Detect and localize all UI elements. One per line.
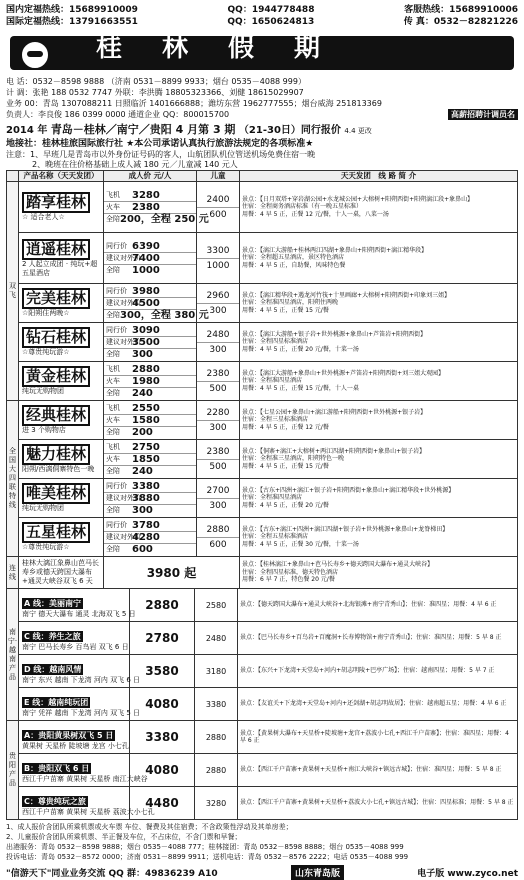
price-label: 飞机 <box>106 442 120 451</box>
product-cell[interactable] <box>19 479 104 518</box>
price-label: 建议对外价 <box>106 253 141 262</box>
header-product: 产品名称（天天发团） <box>19 171 104 182</box>
footnote-1: 1、成人报价含团队所乘机票或火车票 车位、餐费及其住宿费；不含政策性浮动及其单房差； <box>6 823 293 831</box>
regional-product-sub: 南宁 凭祥 越南 下龙湾 河内 双飞 5 日 <box>22 709 141 717</box>
child-price: 2380 <box>197 367 239 382</box>
price-label: 全陪 <box>106 310 120 319</box>
price-value: 2380 <box>132 201 160 213</box>
price-value: 2750 <box>132 441 160 453</box>
itinerary-line: 住宿：全程四星标准酒店 <box>242 338 309 346</box>
price-value: 300 <box>132 348 153 360</box>
itinerary-cell <box>240 479 518 518</box>
product-tag: ☆尊贵纯玩游☆ <box>22 543 70 551</box>
adult-price-cell <box>104 401 197 440</box>
child-price-cell <box>197 233 240 284</box>
product-row <box>7 440 518 479</box>
product-name: 魅力桂林 <box>22 444 90 465</box>
itinerary-line: 用餐：4 早 5 正，正餐 30 元/餐，十菜一汤 <box>242 540 359 548</box>
banner <box>6 30 518 76</box>
section-label-double-fly: 双飞 <box>7 182 19 401</box>
regional-child-price: 2580 <box>195 589 238 622</box>
footnote-3: 出港服务：青岛 0532－8598 9888；烟台 0535－4088 777；桂林接团：青岛 0532－8598 8888；烟台 0535－4088 999 <box>6 843 404 851</box>
price-label: 全陪 <box>106 466 120 475</box>
product-row <box>7 401 518 440</box>
price-line <box>104 325 196 337</box>
table-header-row <box>7 171 518 182</box>
product-tag: ☆ 适合老人☆ <box>22 213 65 221</box>
regional-product-sub: 南宁 巴马长寿乡 百鸟岩 双飞 6 日 <box>22 643 129 651</box>
child-price: 1000 <box>206 260 230 271</box>
price-line <box>104 532 196 544</box>
price-value: 1000 <box>132 264 160 276</box>
child-price: 2700 <box>197 484 239 499</box>
regional-product-name: B：贵阳双飞 6 日 <box>24 764 90 773</box>
regional-product-name: D 线：越南风情 <box>24 665 82 674</box>
child-price: 300 <box>209 344 227 355</box>
connect-itinerary <box>240 557 518 589</box>
price-value: 2550 <box>132 402 160 414</box>
itinerary-cell <box>240 233 518 284</box>
header-itinerary: 天天发团 线 路 简 介 <box>240 171 518 182</box>
regional-itinerary: 景点：【黄果树大瀑布+天星桥+陡坡塘+龙宫+荔波小七孔+西江千户苗寨】；住宿：准四星；用餐：4 早 6 正 <box>238 721 518 754</box>
regional-child-price: 3180 <box>195 655 238 688</box>
child-price: 300 <box>209 500 227 511</box>
price-value: 240 <box>132 387 153 399</box>
itinerary-cell <box>240 182 518 233</box>
adult-price-cell <box>104 440 197 479</box>
regional-adult-price: 4080 <box>130 754 195 787</box>
child-price-cell <box>197 518 240 557</box>
regional-child-price: 2880 <box>195 721 238 754</box>
regional-product-name: E 线：越南纯玩团 <box>24 698 89 707</box>
adult-price-cell <box>104 323 197 362</box>
child-price-cell <box>197 479 240 518</box>
ground-agency: 地接社：桂林桂旅国际旅行社 ★本公司承诺认真执行旅游法规定的各项标准★ <box>6 139 314 149</box>
connect-title: 桂林大漓江象鼻山芭马长寿乡或德天跨国大瀑布+通灵大峡谷双飞 6 天 <box>22 559 99 585</box>
child-price: 300 <box>209 422 227 433</box>
trip-year: 2014 年 <box>6 125 48 136</box>
itinerary-line: 用餐：4 早 5 正，正餐 15 元/餐 <box>242 462 329 470</box>
regional-product-cell[interactable] <box>19 622 130 655</box>
price-label: 火车 <box>106 454 120 463</box>
regional-product-name: C 线：养生之旅 <box>24 632 81 641</box>
product-cell[interactable] <box>19 323 104 362</box>
price-line <box>104 403 196 415</box>
notice-1: 注意：1、早班几是青岛市以外身份证号码的客人，山航团队机位管送机场免费住宿一晚 <box>6 150 316 159</box>
website-link[interactable]: 电子版 www.zyco.net <box>417 869 518 879</box>
product-row <box>7 284 518 323</box>
price-value: 6390 <box>132 240 160 252</box>
adult-price-cell <box>104 518 197 557</box>
regional-product-sub: 西江千户苗寨 黄果树 天星桥 荔波大小七孔 <box>22 808 155 816</box>
adult-price-cell <box>104 479 197 518</box>
child-price-cell <box>197 323 240 362</box>
itinerary-line: 用餐：4 早 5 正，正餐 20 元/餐，十菜一汤 <box>242 345 359 353</box>
product-cell[interactable] <box>19 284 104 323</box>
regional-adult-price: 4080 <box>130 688 195 721</box>
regional-product-cell[interactable] <box>19 589 136 622</box>
itinerary-line: 用餐：6 早 7 正，特色餐 20 元/餐 <box>242 576 335 584</box>
product-cell[interactable] <box>19 182 104 233</box>
child-price: 600 <box>209 539 227 550</box>
regional-child-price: 3380 <box>195 688 238 721</box>
product-name: 完美桂林 <box>22 288 90 309</box>
child-price: 500 <box>209 461 227 472</box>
price-value: 3980 <box>132 285 160 297</box>
regional-adult-price: 2780 <box>130 622 195 655</box>
product-row <box>7 182 518 233</box>
hotline-row-1 <box>6 4 518 16</box>
price-value: 3500 <box>132 336 160 348</box>
product-tag: ☆阳朔住两晚☆ <box>22 309 70 317</box>
trip-updated: 4.4 更改 <box>344 127 372 135</box>
price-value: 3780 <box>132 519 160 531</box>
child-price: 2880 <box>197 523 239 538</box>
price-line <box>104 454 196 466</box>
itinerary-line: 住宿：全程三星标准酒店 <box>242 416 309 424</box>
price-value: 200 <box>132 426 153 438</box>
itinerary-cell <box>240 440 518 479</box>
itinerary-line: 景点：【漓江大游船+桂林两江四湖+象鼻山+阳朔西街+漓江精华段】 <box>242 246 428 254</box>
regional-product-cell[interactable] <box>19 688 141 721</box>
section-label-nanning: 南宁·越南产品 <box>7 589 19 721</box>
trip-title <box>6 123 518 138</box>
price-label: 同行价 <box>106 241 127 250</box>
price-value: 7400 <box>132 252 160 264</box>
company-logo-icon <box>20 40 50 70</box>
service-hotline: 客服热线：15689910006 <box>404 5 518 15</box>
price-line <box>104 544 196 555</box>
price-value: 3090 <box>132 324 160 336</box>
price-value: 600 <box>132 543 153 555</box>
price-line <box>104 337 196 349</box>
adult-price-cell <box>104 182 209 233</box>
child-price: 600 <box>209 209 227 220</box>
product-cell[interactable] <box>19 518 104 557</box>
price-line <box>104 213 209 225</box>
product-tag: 纯玩无购物团 <box>22 504 64 512</box>
product-tag: ☆尊贵纯玩游☆ <box>22 348 70 356</box>
price-value: 300，全程 380 元 <box>120 309 209 321</box>
product-tag: 纯玩无购物团 <box>22 387 64 395</box>
regional-child-price: 2480 <box>195 622 238 655</box>
contact-planner: 计 调：张艳 188 0532 7747 外联：李洪腾 18805323366、刘健 18615029907 <box>6 88 304 97</box>
regional-product-sub: 黄果树 天星桥 陡坡塘 龙宫 小七孔 <box>22 742 129 750</box>
price-line <box>104 286 196 298</box>
itinerary-line: 住宿：全程超五星酒店，景区特色酒店 <box>242 254 345 262</box>
itinerary-line: 景点：【古东+漓江+四洲+漓江四湖+银子岩+世外桃源+象鼻山+龙脊梯田】 <box>242 525 449 533</box>
child-price: 2380 <box>197 445 239 460</box>
child-price-cell <box>197 362 240 401</box>
connect-row <box>7 557 518 589</box>
child-price: 2280 <box>197 406 239 421</box>
price-line <box>104 466 196 477</box>
price-label: 同行价 <box>106 520 127 529</box>
regional-row <box>7 622 518 655</box>
regional-product-cell[interactable] <box>19 754 148 787</box>
product-name: 钻石桂林 <box>22 327 90 348</box>
price-label: 建议对外价 <box>106 298 141 307</box>
connect-price: 3980 起 <box>104 557 240 589</box>
price-line <box>104 309 209 321</box>
domestic-hotline: 国内定福热线：15689910009 <box>6 5 138 15</box>
adult-price-cell <box>104 233 197 284</box>
regional-adult-price: 2880 <box>130 589 195 622</box>
itinerary-line: 住宿：全程准四星酒店，阳朔住两晚 <box>242 299 339 307</box>
footnote-2: 2、儿童报价含团队所乘机票、半正餐及车位，不占床位，不含门票和早餐； <box>6 833 242 841</box>
price-value: 300 <box>132 504 153 516</box>
itinerary-line: 景点：【漓江大游船+银子岩+世外桃源+象鼻山+芦笛岩+阳朔西街】 <box>242 330 427 338</box>
price-label: 火车 <box>106 376 120 385</box>
child-price: 3300 <box>197 244 239 259</box>
header-child: 儿童 <box>197 171 240 182</box>
price-label: 同行价 <box>106 286 127 295</box>
itinerary-cell <box>240 284 518 323</box>
price-line <box>104 349 196 360</box>
regional-product-sub: 南宁 东兴 越南 下龙湾 河内 双飞 6 日 <box>22 676 141 684</box>
hotline-row-2 <box>6 16 518 28</box>
price-value: 3880 <box>132 492 160 504</box>
regional-product-table <box>6 588 518 820</box>
price-line <box>104 388 196 399</box>
product-name: 逍遥桂林 <box>22 239 90 260</box>
itinerary-line: 住宿：全程四星标准，德天特色酒店 <box>242 568 339 576</box>
child-price-cell <box>197 182 240 233</box>
contact-manager: 负责人：李良俊 186 0399 0000 通道企业 QQ：800015700 <box>6 110 230 119</box>
itinerary-line: 景点：【侗寨+漓江+大榕树+两江四湖+阳朔西街+象鼻山+银子岩】 <box>242 447 426 455</box>
price-label: 飞机 <box>106 190 120 199</box>
trip-route: 青岛－桂林／南宁／贵阳 4 月第 3 期 <box>50 123 236 136</box>
price-line <box>104 298 196 310</box>
contact-regional: 业务 00：青岛 1307088211 日照临沂 1401666888；潍坊东营 1962777555；烟台威海 251813369 <box>6 99 382 108</box>
product-row <box>7 323 518 362</box>
price-line <box>104 253 196 265</box>
adult-price-cell <box>104 362 197 401</box>
price-label: 全陪 <box>106 505 120 514</box>
price-value: 2880 <box>132 363 160 375</box>
price-label: 全陪 <box>106 388 120 397</box>
price-value: 1850 <box>132 453 160 465</box>
product-name: 五星桂林 <box>22 522 90 543</box>
regional-itinerary: 景点：【西江千户苗寨+黄果树+天星桥+南江大峡谷+镇远古城】；住宿：准四星；用餐：5 早 8 正 <box>238 754 518 787</box>
itinerary-line: 用餐：4 早 5 正，正餐 12 元/餐 <box>242 423 329 431</box>
price-label: 同行价 <box>106 325 127 334</box>
itinerary-cell <box>240 401 518 440</box>
header-adult: 成人价 元/人 <box>104 171 197 182</box>
product-cell[interactable] <box>19 440 104 479</box>
product-tag: 进 3 个购物店 <box>22 426 66 434</box>
banner-title: 桂林假期 <box>96 33 361 63</box>
itinerary-cell <box>240 518 518 557</box>
product-row <box>7 362 518 401</box>
itinerary-line: 用餐：4 早 5 正，自助餐，风味特色餐 <box>242 261 346 269</box>
product-name: 黄金桂林 <box>22 366 90 387</box>
price-line <box>104 364 196 376</box>
price-line <box>104 505 196 516</box>
price-line <box>104 481 196 493</box>
price-label: 建议对外价 <box>106 337 141 346</box>
itinerary-line: 用餐：4 早 5 正，正餐 20 元/餐 <box>242 501 329 509</box>
fax-number: 传 真：0532－82821226 <box>403 17 518 27</box>
itinerary-line: 景点：【漓江精华段+遇龙河竹筏+十里画廊+大榕树+阳朔西街+印象刘三姐】 <box>242 291 451 299</box>
price-label: 飞机 <box>106 364 120 373</box>
regional-row <box>7 787 518 820</box>
price-line <box>104 241 196 253</box>
child-price: 2400 <box>197 193 239 208</box>
regional-row <box>7 589 518 622</box>
price-line <box>104 265 196 276</box>
price-value: 200，全程 250 元 <box>120 213 209 225</box>
itinerary-line: 住宿：全程商务酒店标准（有一晚五星标准） <box>242 203 363 211</box>
child-price: 2480 <box>197 328 239 343</box>
itinerary-line: 景点：【桂林漓江+象鼻山+芭马长寿乡+德天跨国大瀑布+通灵大峡谷】 <box>242 561 434 569</box>
price-label: 全陪 <box>106 427 120 436</box>
child-price: 2960 <box>197 289 239 304</box>
regional-product-name: C：尊贵纯玩之旅 <box>24 797 86 806</box>
hiring-badge: 高薪招聘计调员名 <box>448 109 518 120</box>
itinerary-line: 景点：【漓江大游船+象鼻山+世外桃源+芦笛岩+阳朔西街+刘三姐大观园】 <box>242 369 445 377</box>
price-label: 火车 <box>106 415 120 424</box>
product-cell[interactable] <box>19 233 104 284</box>
bottom-bar <box>6 865 518 880</box>
regional-child-price: 3280 <box>195 787 238 820</box>
product-tag: 阳朔/西漓侗寨特色一晚 <box>22 465 95 473</box>
edition-mark: 山东青岛版 <box>291 865 344 880</box>
trip-range: （21-30日）同行报价 <box>238 125 341 136</box>
domestic-qq: QQ：1944778488 <box>227 5 315 15</box>
price-line <box>104 202 196 214</box>
price-line <box>104 493 196 505</box>
itinerary-line: 住宿：全程五星标准酒店 <box>242 533 309 541</box>
price-line <box>104 520 196 532</box>
price-label: 全陪 <box>106 349 120 358</box>
contact-strip <box>6 109 518 120</box>
price-value: 4500 <box>132 297 160 309</box>
product-tag: 2 人起立成团 · 纯玩+超五星酒店 <box>22 259 98 277</box>
qq-group: "信游天下"同业业务交流 QQ 群：49836239 A10 <box>6 869 218 879</box>
regional-product-name: A：贵阳黄果树双飞 5 日 <box>24 731 114 740</box>
regional-itinerary: 景点：【友谊关+下龙湾+天堂岛+河内+还剑湖+胡志明故居】；住宿：越南超五星；用餐：4 早 6 正 <box>238 688 518 721</box>
notice-2: 2、晚班在往价格基础上成人减 180 元／儿童减 140 元人 <box>32 160 238 169</box>
regional-row <box>7 655 518 688</box>
price-value: 3280 <box>132 189 160 201</box>
regional-row <box>7 688 518 721</box>
itinerary-line: 景点：【七星公园+象鼻山+漓江游船+阳朔西街+世外桃源+银子岩】 <box>242 408 427 416</box>
price-label: 同行价 <box>106 481 127 490</box>
regional-product-sub: 南宁 德天大瀑布 通灵 北海双飞 5 日 <box>22 610 136 618</box>
product-name: 踏享桂林 <box>22 192 90 213</box>
guilin-product-table <box>6 170 518 589</box>
itinerary-line: 住宿：全程准四星酒店 <box>242 377 303 385</box>
price-label: 建议对外价 <box>106 493 141 502</box>
itinerary-cell <box>240 323 518 362</box>
regional-product-name: A 线：美丽南宁 <box>24 599 81 608</box>
price-line <box>104 415 196 427</box>
regional-product-cell[interactable] <box>19 721 130 754</box>
price-label: 飞机 <box>106 403 120 412</box>
regional-row <box>7 721 518 754</box>
product-row <box>7 233 518 284</box>
product-name: 唯美桂林 <box>22 483 90 504</box>
price-label: 全陪 <box>106 265 120 274</box>
itinerary-line: 用餐：4 早 5 正，正餐 12 元/餐，十人一桌，八菜一汤 <box>242 210 389 218</box>
section-label-guiyang: 贵阳产品 <box>7 721 19 820</box>
price-value: 1980 <box>132 375 160 387</box>
price-value: 240 <box>132 465 153 477</box>
child-price-cell <box>197 440 240 479</box>
regional-itinerary: 景点：【西江千户苗寨+黄果树+天星桥+荔波大小七孔+镇远古城】；住宿：四星标准；用餐：5 早 8 正 <box>238 787 518 820</box>
product-row <box>7 479 518 518</box>
regional-product-cell[interactable] <box>19 655 141 688</box>
child-price: 300 <box>209 305 227 316</box>
price-line <box>104 427 196 438</box>
contact-phone: 电 话：0532－8598 9888 （济南 0531－8899 9933；烟台 0535－4088 999） <box>6 77 306 86</box>
section-label-nearby: 全国大四联特线 <box>7 401 19 557</box>
regional-itinerary: 景点：【巴马长寿乡+百鸟岩+百魔洞+长寿博物馆+南宁青秀山】；住宿：准四星；用餐：5 早 8 正 <box>238 622 518 655</box>
regional-itinerary: 景点：【德天跨国大瀑布+通灵大峡谷+北海银滩+南宁青秀山】；住宿：准四星；用餐：4 早 6 正 <box>238 589 518 622</box>
regional-child-price: 2880 <box>195 754 238 787</box>
itinerary-line: 住宿：全程准四星酒店 <box>242 494 303 502</box>
regional-adult-price: 4480 <box>130 787 195 820</box>
product-row <box>7 518 518 557</box>
adult-price-cell <box>104 284 209 323</box>
footnotes <box>6 822 518 862</box>
itinerary-line: 景点：【日月双塔+穿岩湖公园+水龙城公园+大榕树+阳朔西街+阳朔漓江段+象鼻山】 <box>242 195 474 203</box>
product-name: 经典桂林 <box>22 405 90 426</box>
price-label: 全陪 <box>106 214 120 223</box>
price-line <box>104 376 196 388</box>
price-label: 建议对外价 <box>106 532 141 541</box>
price-value: 3380 <box>132 480 160 492</box>
regional-adult-price: 3380 <box>130 721 195 754</box>
price-line <box>104 190 196 202</box>
price-label: 全陪 <box>106 544 120 553</box>
international-hotline: 国际定福热线：13791663551 <box>6 17 138 27</box>
regional-itinerary: 景点：【东兴+下龙湾+天堂岛+河内+胡志明陵+巴亭广场】；住宿：越南四星；用餐：5 早 7 正 <box>238 655 518 688</box>
contact-block <box>6 76 518 120</box>
itinerary-cell <box>240 362 518 401</box>
regional-adult-price: 3580 <box>130 655 195 688</box>
section-label-connect: 连线 <box>7 557 19 589</box>
product-cell[interactable] <box>19 362 104 401</box>
footnote-4: 投诉电话：青岛 0532－8572 0000；济南 0531－8899 9911；送机电话：青岛 0532－8576 2222；电话 0535－4088 999 <box>6 853 409 861</box>
itinerary-line: 景点：【古东+四洲+漓江+银子岩+阳朔西街+象鼻山+漓江精华段+世外桃源】 <box>242 486 455 494</box>
international-qq: QQ：1650624813 <box>227 17 315 27</box>
price-label: 火车 <box>106 202 120 211</box>
regional-row <box>7 754 518 787</box>
price-line <box>104 442 196 454</box>
child-price: 500 <box>209 383 227 394</box>
product-cell[interactable] <box>19 401 104 440</box>
itinerary-line: 住宿：全程准三星酒店，阳朔特色一晚 <box>242 455 345 463</box>
itinerary-line: 用餐：4 早 5 正，正餐 15 元/餐，十人一桌 <box>242 384 359 392</box>
price-value: 1580 <box>132 414 160 426</box>
regional-product-cell[interactable] <box>19 787 155 820</box>
child-price-cell <box>197 401 240 440</box>
regional-product-sub: 西江千户苗寨 黄果树 天星桥 南江大峡谷 <box>22 775 148 783</box>
connect-name[interactable] <box>19 557 104 589</box>
itinerary-line: 用餐：4 早 5 正，正餐 15 元/餐 <box>242 306 329 314</box>
price-value: 4280 <box>132 531 160 543</box>
